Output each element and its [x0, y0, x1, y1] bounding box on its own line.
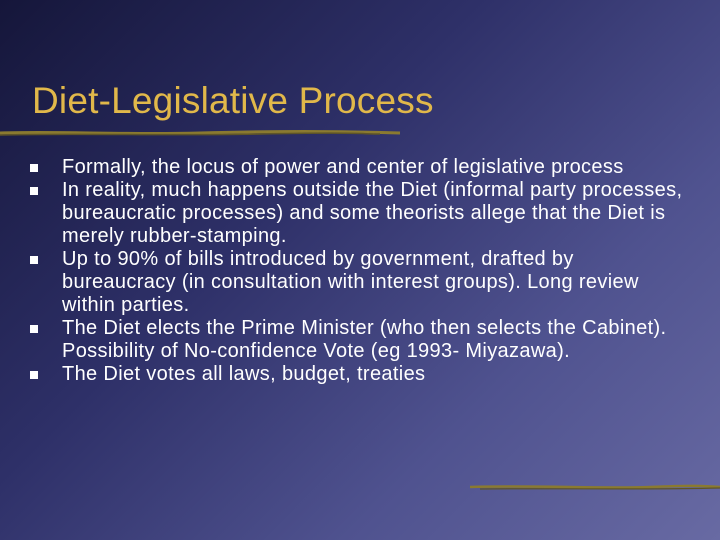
square-bullet-icon [30, 187, 38, 195]
slide-title: Diet-Legislative Process [32, 80, 434, 121]
bullet-text: The Diet elects the Prime Minister (who then selects the Cabinet). Possibility of No-confidence Vote (eg 1993- Miyazawa). [62, 317, 667, 362]
bullet-item [28, 248, 688, 317]
title-underline [0, 128, 720, 138]
bullet-text: Formally, the locus of power and center of legislative process [62, 156, 624, 178]
bullet-item [28, 179, 688, 248]
bullet-text: Up to 90% of bills introduced by government, drafted by bureaucracy (in consultation with interest groups). Long review within parties. [62, 248, 639, 316]
square-bullet-icon [30, 371, 38, 379]
bottom-divider [0, 483, 720, 491]
square-bullet-icon [30, 256, 38, 264]
bullet-text: In reality, much happens outside the Diet (informal party processes, bureaucratic processes) and some theorists allege that the Diet is merely rubber-stamping. [62, 179, 683, 247]
square-bullet-icon [30, 164, 38, 172]
bullet-item [28, 317, 688, 363]
bullet-item [28, 156, 688, 179]
bullet-list [28, 156, 688, 386]
bullet-item [28, 363, 688, 386]
bullet-text: The Diet votes all laws, budget, treaties [62, 363, 426, 385]
square-bullet-icon [30, 325, 38, 333]
